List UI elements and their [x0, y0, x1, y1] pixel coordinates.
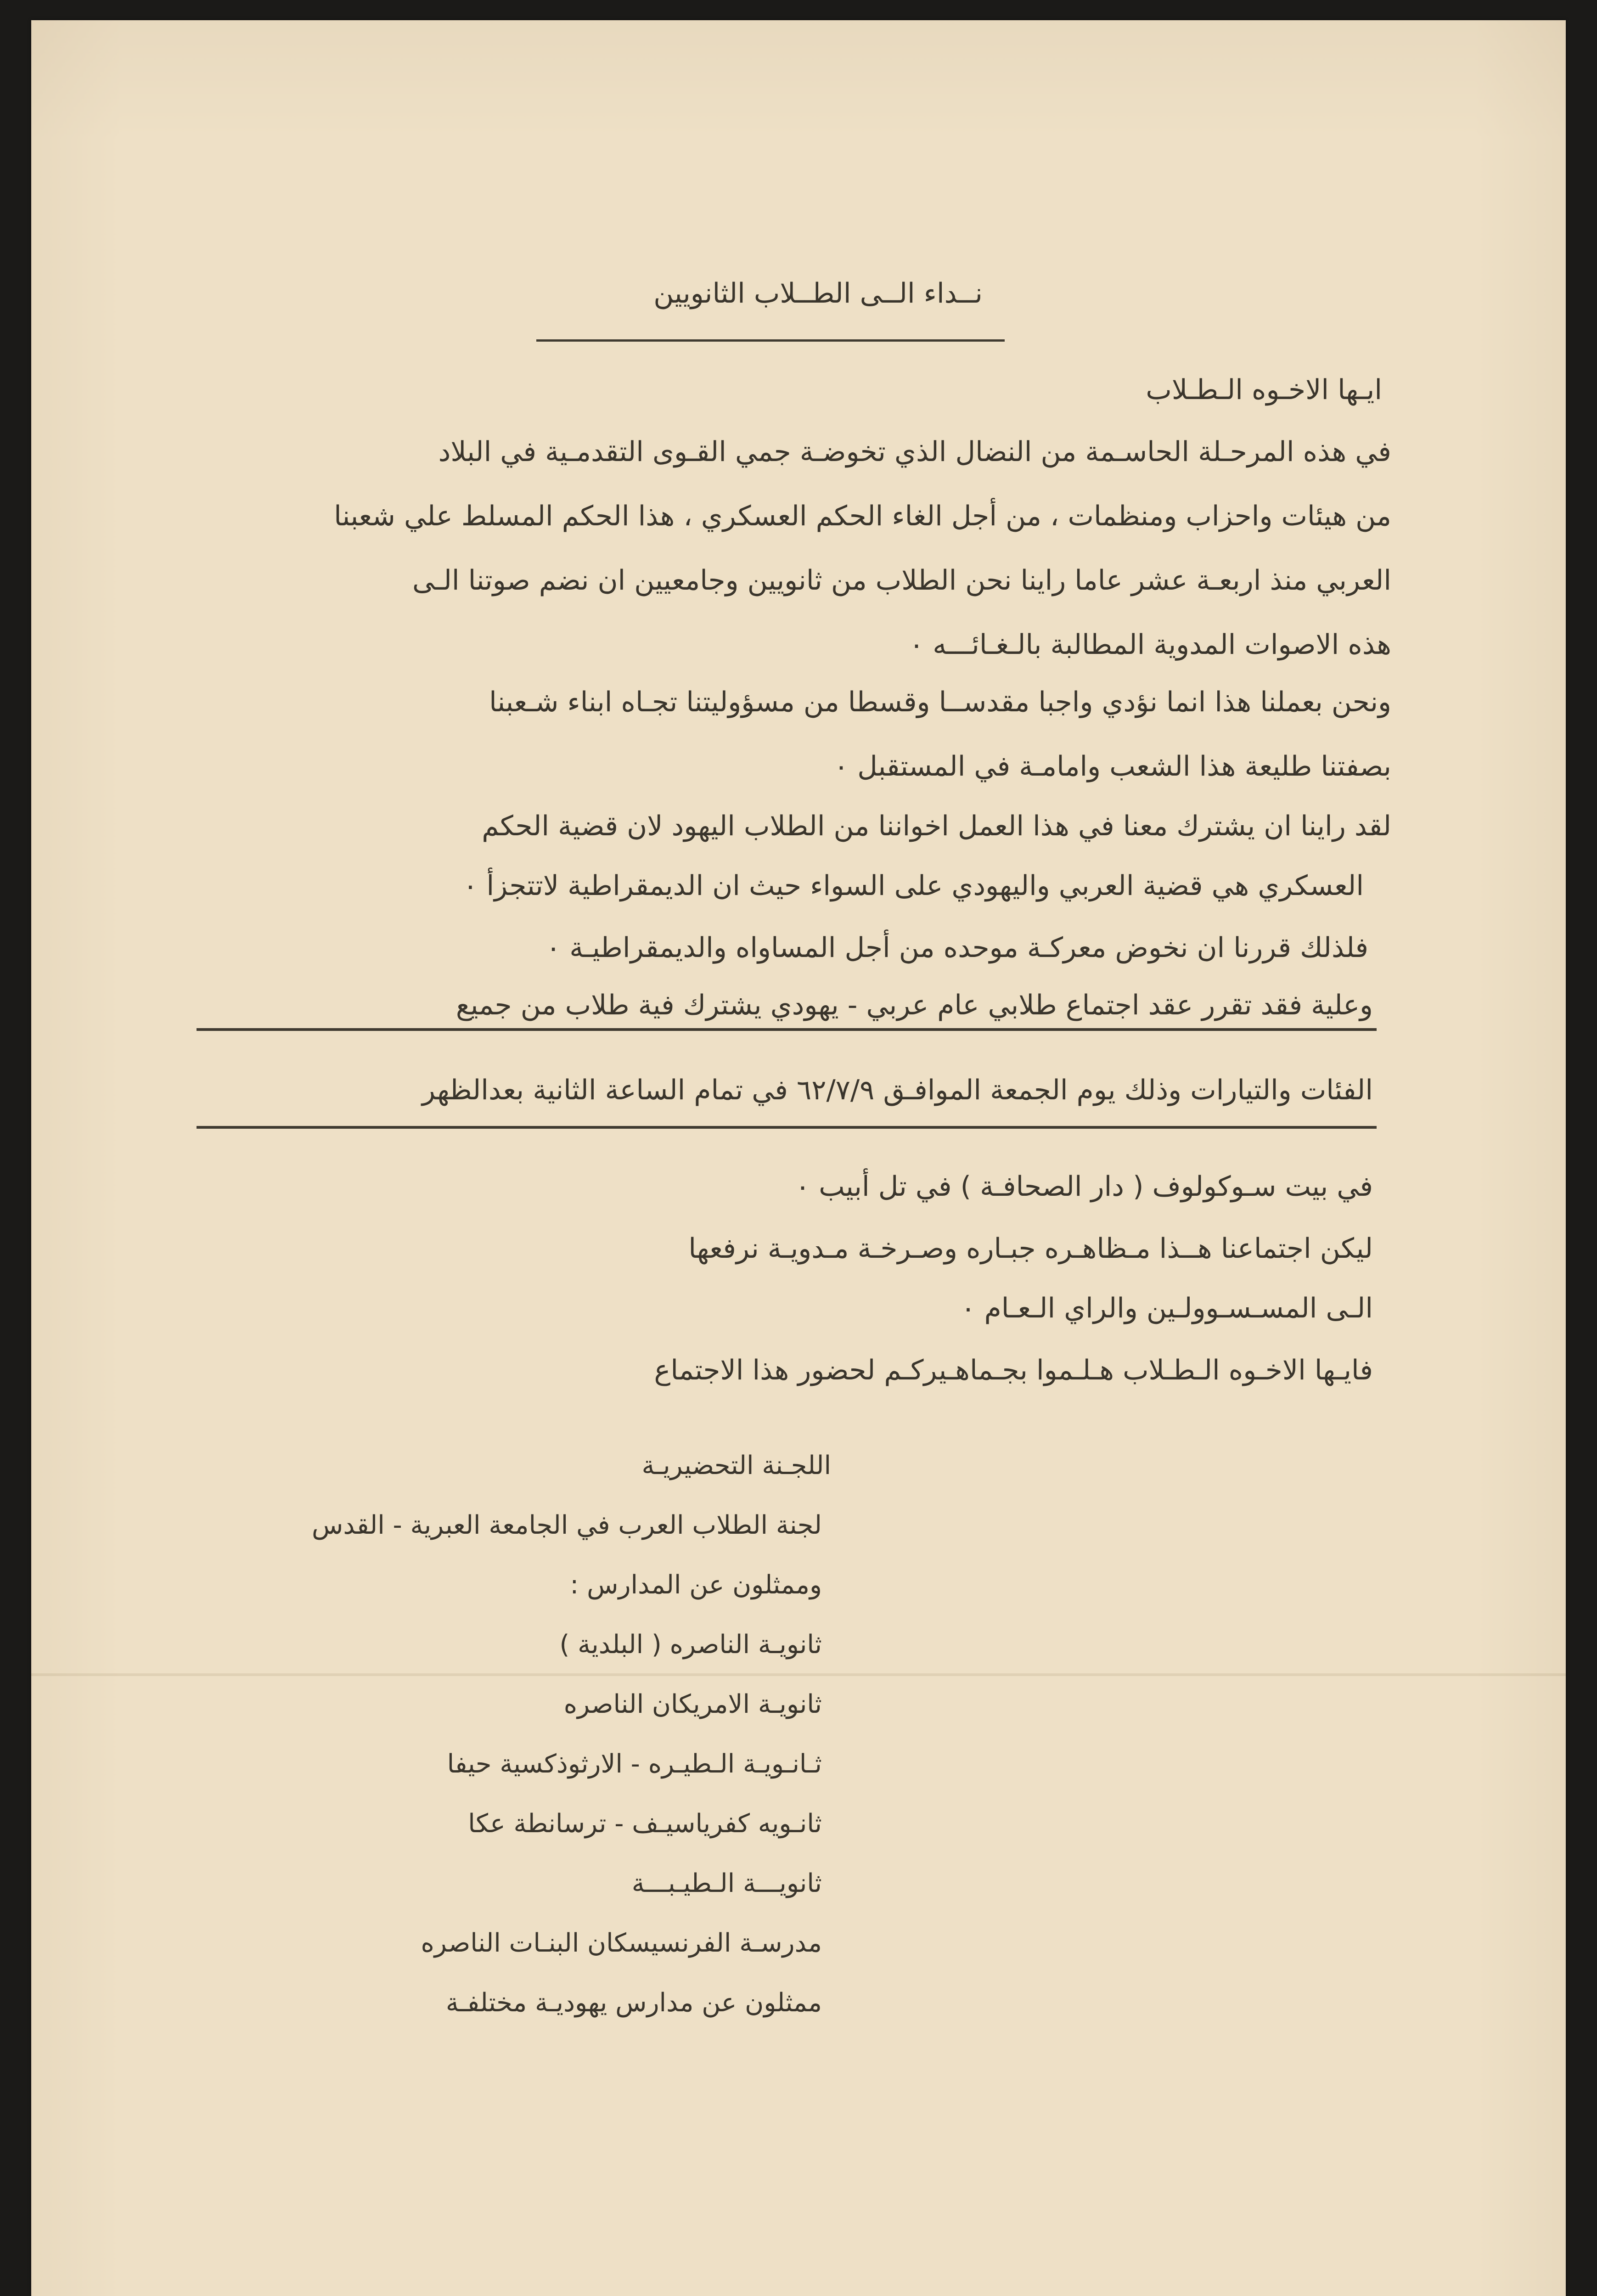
body-line: العربي منذ اربعـة عشر عاما راينا نحن الطلاب من ثانويين وجامعيين ان نضم صوتنا الـى	[412, 564, 1391, 597]
highlight-rule-bottom	[197, 1126, 1377, 1129]
signatory-line: مدرسـة الفرنسيسكان البنـات الناصره	[421, 1928, 822, 1958]
meeting-venue-line: في بيت سـوكولوف ( دار الصحافـة ) في تل أبيب ٠	[795, 1171, 1373, 1203]
body-line: فلذلك قررنا ان نخوض معركـة موحده من أجل المساواه والديمقراطيـة ٠	[545, 932, 1368, 964]
body-line: فايـها الاخـوه الـطـلاب هـلـموا بجـماهـيركـم لحضور هذا الاجتماع	[654, 1354, 1373, 1386]
signatory-line: ثانويـــة الـطيـبـــة	[631, 1868, 822, 1898]
signatory-line: لجنة الطلاب العرب في الجامعة العبرية - القدس	[312, 1510, 822, 1540]
signatory-line: ممثلون عن مدارس يهوديـة مختلفـة	[445, 1988, 822, 2018]
meeting-date-line: الفئات والتيارات وذلك يوم الجمعة الموافـق ٦٢/٧/٩ في تمام الساعة الثانية بعدالظهر	[422, 1074, 1373, 1106]
body-line: وعلية فقد تقرر عقد اجتماع طلابي عام عربي - يهودي يشترك فية طلاب من جميع	[455, 989, 1373, 1021]
body-line: هذه الاصوات المدوية المطالبة بالـغـائـــه ٠	[909, 629, 1391, 661]
signatory-line: ثـانـويـة الـطيـره - الارثوذكسية حيفا	[447, 1749, 822, 1779]
signatory-line: ثانـويه كفرياسيـف - ترسانطة عكا	[468, 1809, 822, 1839]
body-line: العسكري هي قضية العربي واليهودي على السواء حيث ان الديمقراطية لاتتجزأ ٠	[463, 870, 1364, 902]
paper-fold	[31, 1673, 1566, 1676]
document-title: نــداء الــى الطــلاب الثانويين	[653, 277, 983, 310]
salutation: ايـها الاخـوه الـطـلاب	[1146, 374, 1382, 406]
body-line: ونحن بعملنا هذا انما نؤدي واجبا مقدســا وقسطا من مسؤوليتنا تجـاه ابناء شـعبنا	[489, 686, 1391, 718]
paper-sheet	[31, 20, 1566, 2296]
body-line: في هذه المرحـلة الحاسـمة من النضال الذي تخوضـة جمي القـوى التقدمـية في البلاد	[438, 436, 1391, 468]
signatory-line: ثانويـة الناصره ( البلدية )	[559, 1630, 822, 1660]
body-line: بصفتنا طليعة هذا الشعب وامامـة في المستقبل ٠	[833, 750, 1391, 782]
body-line: الـى المسـسـوولـين والراي الـعـام ٠	[961, 1292, 1373, 1324]
title-underline	[536, 339, 1005, 342]
signatory-line: وممثلون عن المدارس :	[570, 1570, 822, 1600]
body-line: لقد راينا ان يشترك معنا في هذا العمل اخواننا من الطلاب اليهود لان قضية الحكم	[482, 810, 1391, 842]
body-line: من هيئات واحزاب ومنظمات ، من أجل الغاء الحكم العسكري ، هذا الحكم المسلط علي شعبنا	[334, 500, 1391, 532]
signatory-line: ثانويـة الامريكان الناصره	[563, 1689, 822, 1719]
highlight-rule-top	[197, 1028, 1377, 1031]
body-line: ليكن اجتماعنا هــذا مـظاهـره جبـاره وصـرخـة مـدويـة نرفعها	[688, 1232, 1373, 1265]
committee-heading: اللجـنة التحضيريـة	[641, 1451, 831, 1480]
